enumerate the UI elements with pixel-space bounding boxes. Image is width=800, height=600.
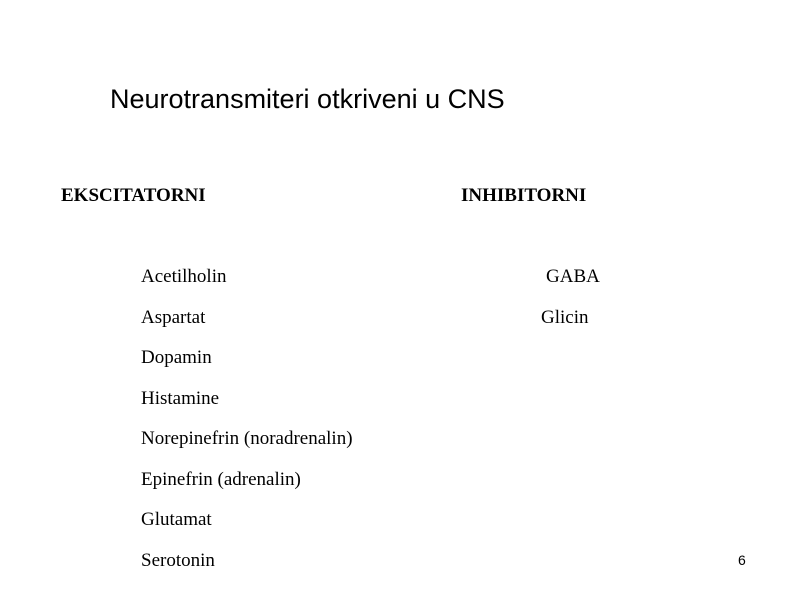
page-number: 6	[738, 552, 746, 568]
excitatory-item-aspartat: Aspartat	[141, 307, 206, 328]
excitatory-item-dopamin: Dopamin	[141, 347, 212, 368]
excitatory-header: EKSCITATORNI	[61, 185, 206, 206]
inhibitory-item-gaba: GABA	[546, 266, 600, 287]
excitatory-item-glutamat: Glutamat	[141, 509, 212, 530]
excitatory-item-acetilholin: Acetilholin	[141, 266, 227, 287]
excitatory-item-histamine: Histamine	[141, 388, 220, 409]
excitatory-item-serotonin: Serotonin	[141, 550, 215, 571]
excitatory-item-epinefrin: Epinefrin (adrenalin)	[141, 469, 301, 490]
inhibitory-header: INHIBITORNI	[461, 185, 587, 206]
slide-title: Neurotransmiteri otkriveni u CNS	[110, 84, 505, 114]
inhibitory-item-glicin: Glicin	[541, 307, 589, 328]
excitatory-item-norepinefrin: Norepinefrin (noradrenalin)	[141, 428, 353, 449]
